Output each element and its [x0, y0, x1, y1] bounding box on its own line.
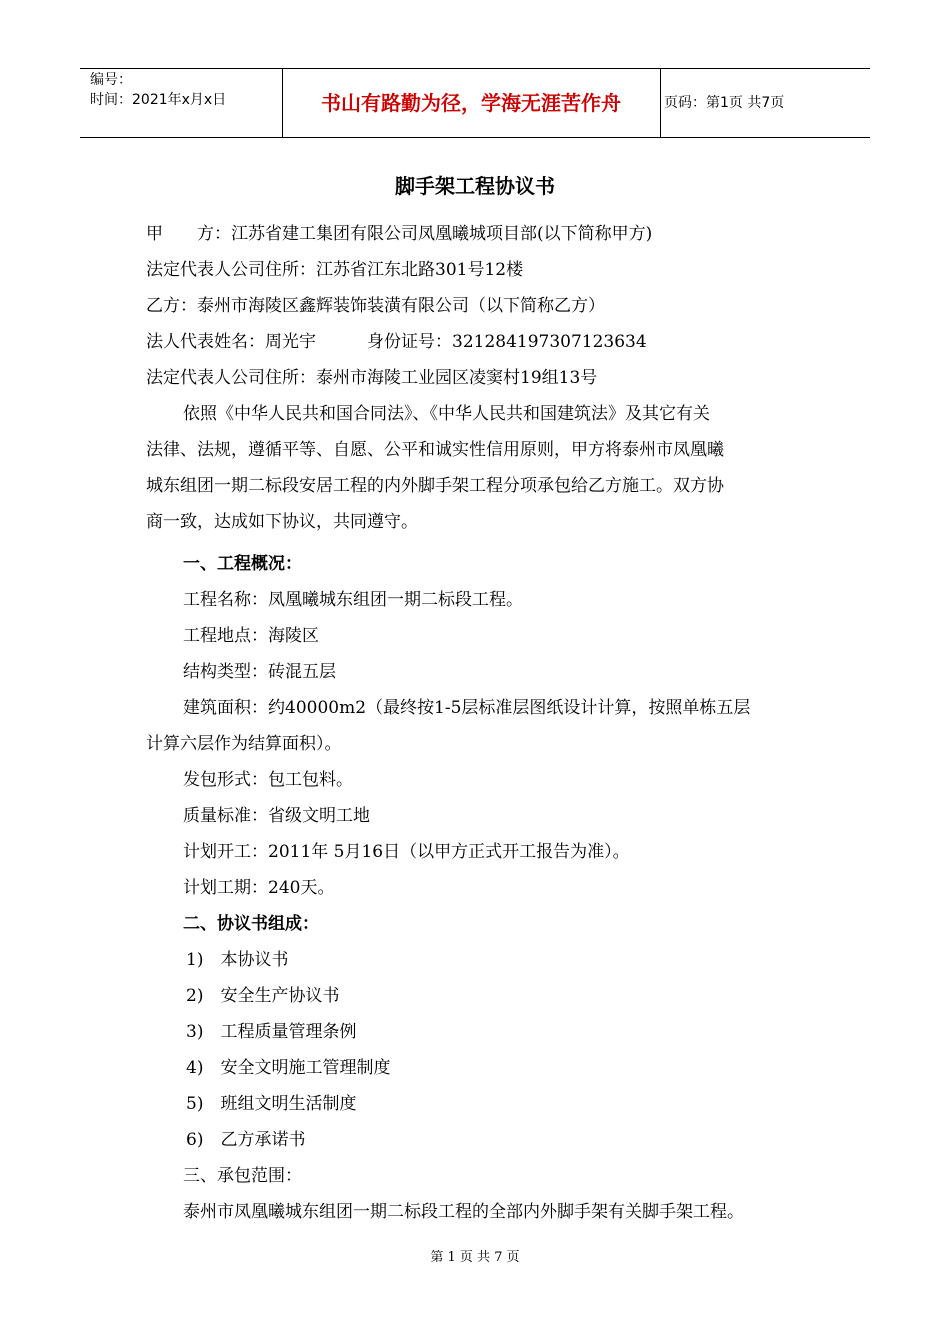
composition-item: 2) 安全生产协议书 — [186, 986, 340, 1006]
overview-item: 建筑面积：约40000m2（最终按1-5层标准层图纸设计计算，按照单栋五层 — [183, 698, 751, 718]
party-b-line: 乙方：泰州市海陵区鑫辉装饰装潢有限公司（以下简称乙方） — [146, 296, 605, 316]
section-heading-overview: 一、工程概况： — [183, 554, 302, 574]
overview-item: 计划工期：240天。 — [183, 878, 335, 898]
paragraph-line: 城东组团一期二标段安居工程的内外脚手架工程分项承包给乙方施工。双方协 — [146, 476, 724, 496]
composition-item: 3) 工程质量管理条例 — [186, 1022, 357, 1042]
overview-item: 结构类型：砖混五层 — [183, 662, 336, 682]
section-heading-composition: 二、协议书组成： — [183, 914, 319, 934]
overview-item: 发包形式：包工包料。 — [183, 770, 353, 790]
composition-item: 6) 乙方承诺书 — [186, 1130, 306, 1150]
scope-text: 泰州市凤凰曦城东组团一期二标段工程的全部内外脚手架有关脚手架工程。 — [183, 1202, 744, 1222]
paragraph-line: 依照《中华人民共和国合同法》、《中华人民共和国建筑法》及其它有关 — [183, 404, 710, 424]
header-motto: 书山有路勤为径，学海无涯苦作舟 — [282, 69, 661, 137]
composition-item: 1) 本协议书 — [186, 950, 289, 970]
page-header — [80, 68, 870, 138]
header-page-info: 页码：第1页 共7页 — [664, 95, 785, 111]
party-b-representative-line: 法人代表姓名：周光宇 身份证号：321284197307123634 — [146, 332, 647, 352]
overview-item-continued: 计算六层作为结算面积）。 — [146, 734, 342, 754]
section-heading-scope: 三、承包范围： — [183, 1166, 302, 1186]
party-a-line: 甲 方：江苏省建工集团有限公司凤凰曦城项目部(以下简称甲方) — [146, 224, 653, 244]
party-b-address-line: 法定代表人公司住所：泰州市海陵工业园区凌窦村19组13号 — [146, 368, 598, 388]
overview-item: 工程名称：凤凰曦城东组团一期二标段工程。 — [183, 590, 523, 610]
overview-item: 计划开工：2011年 5月16日（以甲方正式开工报告为准）。 — [183, 842, 630, 862]
composition-item: 5) 班组文明生活制度 — [186, 1094, 357, 1114]
party-a-address-line: 法定代表人公司住所：江苏省江东北路301号12楼 — [146, 260, 524, 280]
paragraph-line: 法律、法规，遵循平等、自愿、公平和诚实性信用原则，甲方将泰州市凤凰曦 — [146, 440, 724, 460]
overview-item: 工程地点：海陵区 — [183, 626, 319, 646]
paragraph-line: 商一致，达成如下协议，共同遵守。 — [146, 512, 418, 532]
overview-item: 质量标准：省级文明工地 — [183, 806, 370, 826]
composition-item: 4) 安全文明施工管理制度 — [186, 1058, 391, 1078]
time-label: 时间：2021年x月x日 — [90, 92, 227, 108]
number-label: 编号： — [90, 72, 132, 88]
header-meta — [80, 69, 283, 137]
page-footer: 第 1 页 共 7 页 — [430, 1250, 520, 1265]
document-title: 脚手架工程协议书 — [395, 174, 555, 198]
